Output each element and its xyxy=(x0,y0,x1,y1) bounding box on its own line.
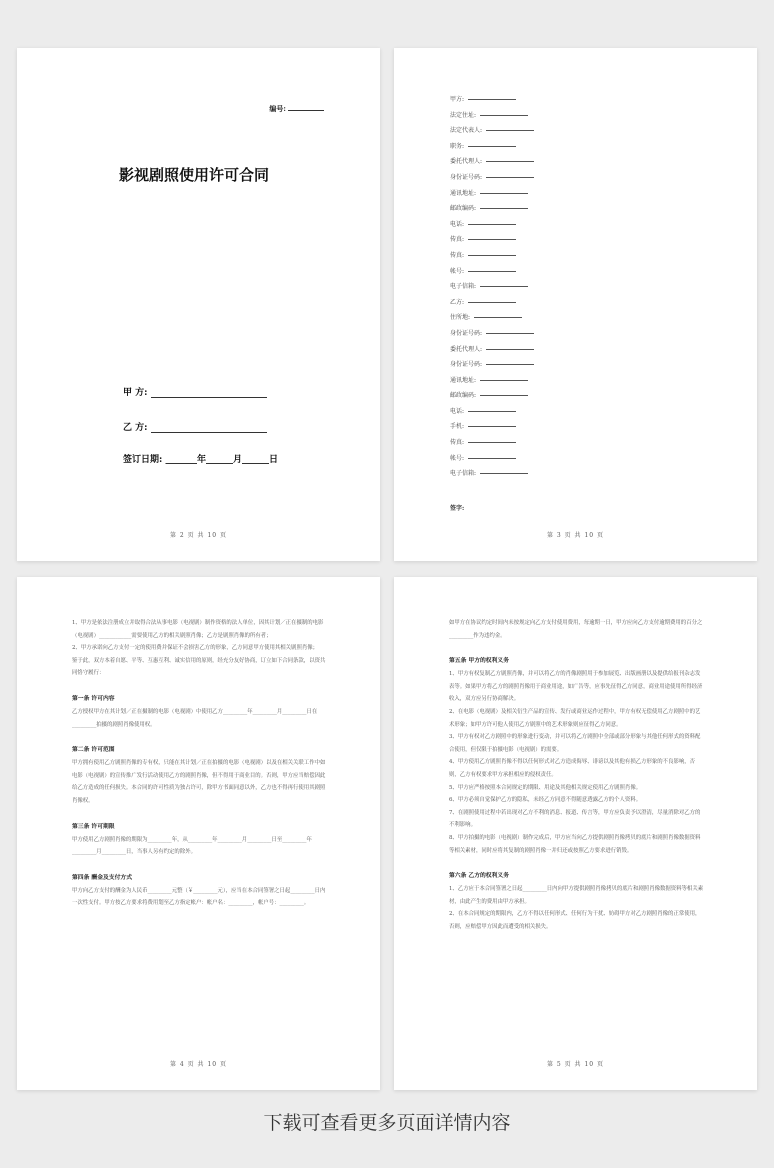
info-field-row xyxy=(450,186,534,202)
info-field-row xyxy=(450,419,534,435)
info-field-label: 职务: xyxy=(450,142,465,150)
section-item: 2、在电影（电视剧）及相关衍生产品的宣传、发行或商业运作过程中，甲方有权无偿使用乙方剧照中的艺术形象；如甲方许可他人使用乙方剧照中的艺术形象则应征得乙方同意。 xyxy=(449,708,701,728)
section-item: 1、乙方应于本合同签署之日起_________日内向甲方提供剧照肖像拷贝的底片和剧照肖像数据资料等相关素材，由此产生的费用由甲方承担。 xyxy=(449,886,704,905)
info-field-row xyxy=(450,435,534,451)
section-heading: 第二条 许可范围 xyxy=(72,747,115,754)
party-b-line xyxy=(123,420,267,433)
party-b-label: 乙 方: xyxy=(123,423,148,433)
info-field-blank xyxy=(486,349,534,350)
info-field-row xyxy=(450,264,534,280)
info-field-blank xyxy=(468,99,516,100)
signature-label: 签字: xyxy=(450,505,465,512)
info-field-row xyxy=(450,373,534,389)
info-field-label: 法定住址: xyxy=(450,111,477,119)
info-field-blank xyxy=(480,193,528,194)
info-field-label: 电话: xyxy=(450,407,465,415)
info-field-blank xyxy=(486,333,534,334)
party-a-blank xyxy=(151,397,267,398)
info-field-row xyxy=(450,466,534,482)
info-field-blank xyxy=(480,395,528,396)
info-field-blank xyxy=(468,271,516,272)
info-field-label: 邮政编码: xyxy=(450,205,477,213)
info-field-label: 帐号: xyxy=(450,454,465,462)
info-field-row xyxy=(450,295,534,311)
info-field-blank xyxy=(480,208,528,209)
info-field-label: 通讯地址: xyxy=(450,189,477,197)
section-heading: 第一条 许可内容 xyxy=(72,695,115,702)
section-heading: 第三条 许可期限 xyxy=(72,823,115,830)
info-field-label: 传真: xyxy=(450,251,465,259)
info-field-blank xyxy=(480,380,528,381)
info-field-label: 身份证号码: xyxy=(450,173,483,181)
info-field-blank xyxy=(474,317,522,318)
info-field-label: 电话: xyxy=(450,220,465,228)
info-field-row xyxy=(450,139,534,155)
section-text: 甲方拥有使用乙方剧照肖像的专有权，只能在其计划／正在拍摄的电影（电视剧）以及在相关关联工作中如电影（电视剧）的宣传推广发行活动使用乙方的剧照肖像，但不得用于商业目的。否则，甲方应当赔偿因此给乙方造成的任何损失。本合同的许可性质为独占许可，除甲方书面同意以外，乙方也不得再行使用其剧照肖像权。 xyxy=(72,760,326,804)
section-text: 甲方向乙方支付的酬金为人民币_________元整（￥_________元），应当在本合同签署之日起_________日内一次性支付。甲方按乙方要求将费用划至乙方指定帐户：帐户名：_________，帐户号：_________。 xyxy=(72,887,326,907)
party-a-line xyxy=(123,385,267,398)
info-field-label: 邮政编码: xyxy=(450,392,477,400)
info-field-row xyxy=(450,279,534,295)
info-field-blank xyxy=(468,442,516,443)
info-field-row xyxy=(450,92,534,108)
page-footer: 第 5 页 共 10 页 xyxy=(547,1061,604,1068)
section-text: 甲方使用乙方剧照肖像的期限为_________年，从_________年_________月_________日至_________年_________月_________日，当事人另有约定的除外。 xyxy=(72,836,312,856)
info-field-blank xyxy=(468,255,516,256)
info-field-row xyxy=(450,357,534,373)
section-heading: 第四条 酬金及支付方式 xyxy=(72,874,132,881)
intro-paragraph: 1、甲方是依法注册成立并取得合法从事电影（电视剧）制作资格的法人单位，因其计划／正在摄制的电影（电视剧）____________需要使用乙方的相关剧照肖像；乙方是剧照肖像的所有者； xyxy=(72,620,324,639)
info-field-label: 甲方: xyxy=(450,96,465,103)
info-field-blank xyxy=(480,473,528,474)
info-field-row xyxy=(450,326,534,342)
info-field-blank xyxy=(468,146,516,147)
info-field-label: 通讯地址: xyxy=(450,376,477,384)
sign-date: 签订日期: _______年______月______日 xyxy=(123,455,278,465)
page-5-clauses xyxy=(394,577,757,1090)
info-field-row xyxy=(450,170,534,186)
info-field-label: 帐号: xyxy=(450,267,465,275)
info-field-label: 电子信箱: xyxy=(450,470,477,478)
info-field-blank xyxy=(468,426,516,427)
contract-number xyxy=(269,104,324,114)
info-field-blank xyxy=(486,161,534,162)
section-item: 4、甲方使用乙方剧照肖像不得以任何形式对乙方造成侮辱、诽谤以及其他有损乙方形象的不良影响，否则，乙方有权要求甲方承担相应的侵权责任。 xyxy=(449,759,696,778)
info-field-row xyxy=(450,342,534,358)
info-field-label: 传真: xyxy=(450,236,465,244)
page-footer: 第 3 页 共 10 页 xyxy=(547,532,604,539)
info-field-blank xyxy=(468,224,516,225)
party-a-label: 甲 方: xyxy=(123,388,148,398)
contract-number-label: 编号: xyxy=(269,104,286,113)
info-field-blank xyxy=(486,130,534,131)
info-field-row xyxy=(450,123,534,139)
info-field-blank xyxy=(468,458,516,459)
info-field-row xyxy=(450,404,534,420)
info-field-label: 委托代理人: xyxy=(450,158,483,166)
info-field-label: 委托代理人: xyxy=(450,345,483,353)
section-item: 7、在剧照使用过程中若出现对乙方不利的消息、报道、传言等，甲方应负责予以澄清，尽量消除对乙方的不利影响。 xyxy=(449,809,701,829)
info-field-row xyxy=(450,108,534,124)
info-field-label: 住所地: xyxy=(450,314,471,322)
page-4-clauses xyxy=(17,577,380,1090)
info-field-label: 电子信箱: xyxy=(450,283,477,291)
page-5-body xyxy=(449,617,705,933)
info-field-label: 法定代表人: xyxy=(450,127,483,135)
info-field-label: 身份证号码: xyxy=(450,361,483,369)
section-item: 5、甲方应严格按照本合同规定的期限、用途及其他相关规定使用乙方剧照肖像。 xyxy=(449,784,642,791)
section-heading: 第六条 乙方的权利义务 xyxy=(449,873,509,880)
info-field-row xyxy=(450,248,534,264)
page-4-body xyxy=(72,617,328,910)
party-b-blank xyxy=(151,432,267,433)
info-field-label: 乙方: xyxy=(450,298,465,306)
info-field-blank xyxy=(480,115,528,116)
info-field-label: 身份证号码: xyxy=(450,329,483,337)
info-field-label: 传真: xyxy=(450,439,465,447)
section-item: 2、在本合同规定的期限内，乙方不得以任何形式、任何行为干扰、妨碍甲方对乙方剧照肖像的正常使用，否则，应赔偿甲方因此而遭受的相关损失。 xyxy=(449,911,701,930)
section-heading: 第五条 甲方的权利义务 xyxy=(449,658,509,665)
info-field-blank xyxy=(486,177,534,178)
page-footer: 第 2 页 共 10 页 xyxy=(170,532,227,539)
info-field-row xyxy=(450,201,534,217)
party-info-fields xyxy=(450,92,534,482)
info-field-row xyxy=(450,154,534,170)
download-caption[interactable]: 下载可查看更多页面详情内容 xyxy=(263,1112,511,1134)
info-field-row xyxy=(450,217,534,233)
page-3-party-info xyxy=(394,48,757,561)
info-field-blank xyxy=(480,286,528,287)
contract-number-blank xyxy=(288,110,324,111)
intro-paragraph: 2、甲方承诺向乙方支付一定的使用费并保证不会损害乙方的形象，乙方同意甲方使用其相关剧照肖像； xyxy=(72,645,319,652)
info-field-blank xyxy=(486,364,534,365)
contract-title: 影视剧照使用许可合同 xyxy=(119,166,270,184)
info-field-blank xyxy=(468,302,516,303)
info-field-row xyxy=(450,310,534,326)
info-field-label: 手机: xyxy=(450,423,465,431)
info-field-row xyxy=(450,232,534,248)
section-item: 6、甲方必须自觉保护乙方的隐私，未经乙方同意不得随意透露乙方的个人资料。 xyxy=(449,797,642,804)
info-field-blank xyxy=(468,239,516,240)
info-field-row xyxy=(450,388,534,404)
intro-paragraph: 如甲方在协议约定时间内未按规定向乙方支付使用费用，每逾期一日，甲方应向乙方支付逾期费用的百分之_________作为违约金。 xyxy=(449,620,703,639)
section-text: 乙方授权甲方在其计划／正在摄制的电影（电视剧）中使用乙方_________年_________月_________日在_________拍摄的剧照肖像使用权。 xyxy=(72,708,318,728)
section-item: 1、甲方有权复制乙方剧照肖像，并可以将乙方的肖像剧照用于参加展览、出版画册以及提供给报刊杂志发表等。如果甲方将乙方的剧照肖像用于商业用途，如广告等，应事先征得乙方同意，商业用途使用所得经济收入，双方应另行协商解决。 xyxy=(449,671,703,703)
section-item: 8、甲方拍摄的电影（电视剧）制作完成后，甲方应当向乙方提供剧照肖像拷贝的底片和剧照肖像数据资料等相关素材，同时应将其复制的剧照肖像一并归还或按照乙方要求进行销毁。 xyxy=(449,834,701,854)
page-footer: 第 4 页 共 10 页 xyxy=(170,1061,227,1068)
info-field-blank xyxy=(468,411,516,412)
intro-paragraph: 鉴于此，双方本着自愿、平等、互惠互利、诚实信用的原则，经充分友好协商，订立如下合同条款，以资共同恪守履行： xyxy=(72,657,326,677)
page-2-cover xyxy=(17,48,380,561)
info-field-row xyxy=(450,451,534,467)
section-item: 3、甲方有权对乙方剧照中的形象进行变动，并可以将乙方剧照中全部或部分形象与其他任何形式的资料配合使用，但仅限于拍摄电影（电视剧）的需要。 xyxy=(449,734,701,753)
